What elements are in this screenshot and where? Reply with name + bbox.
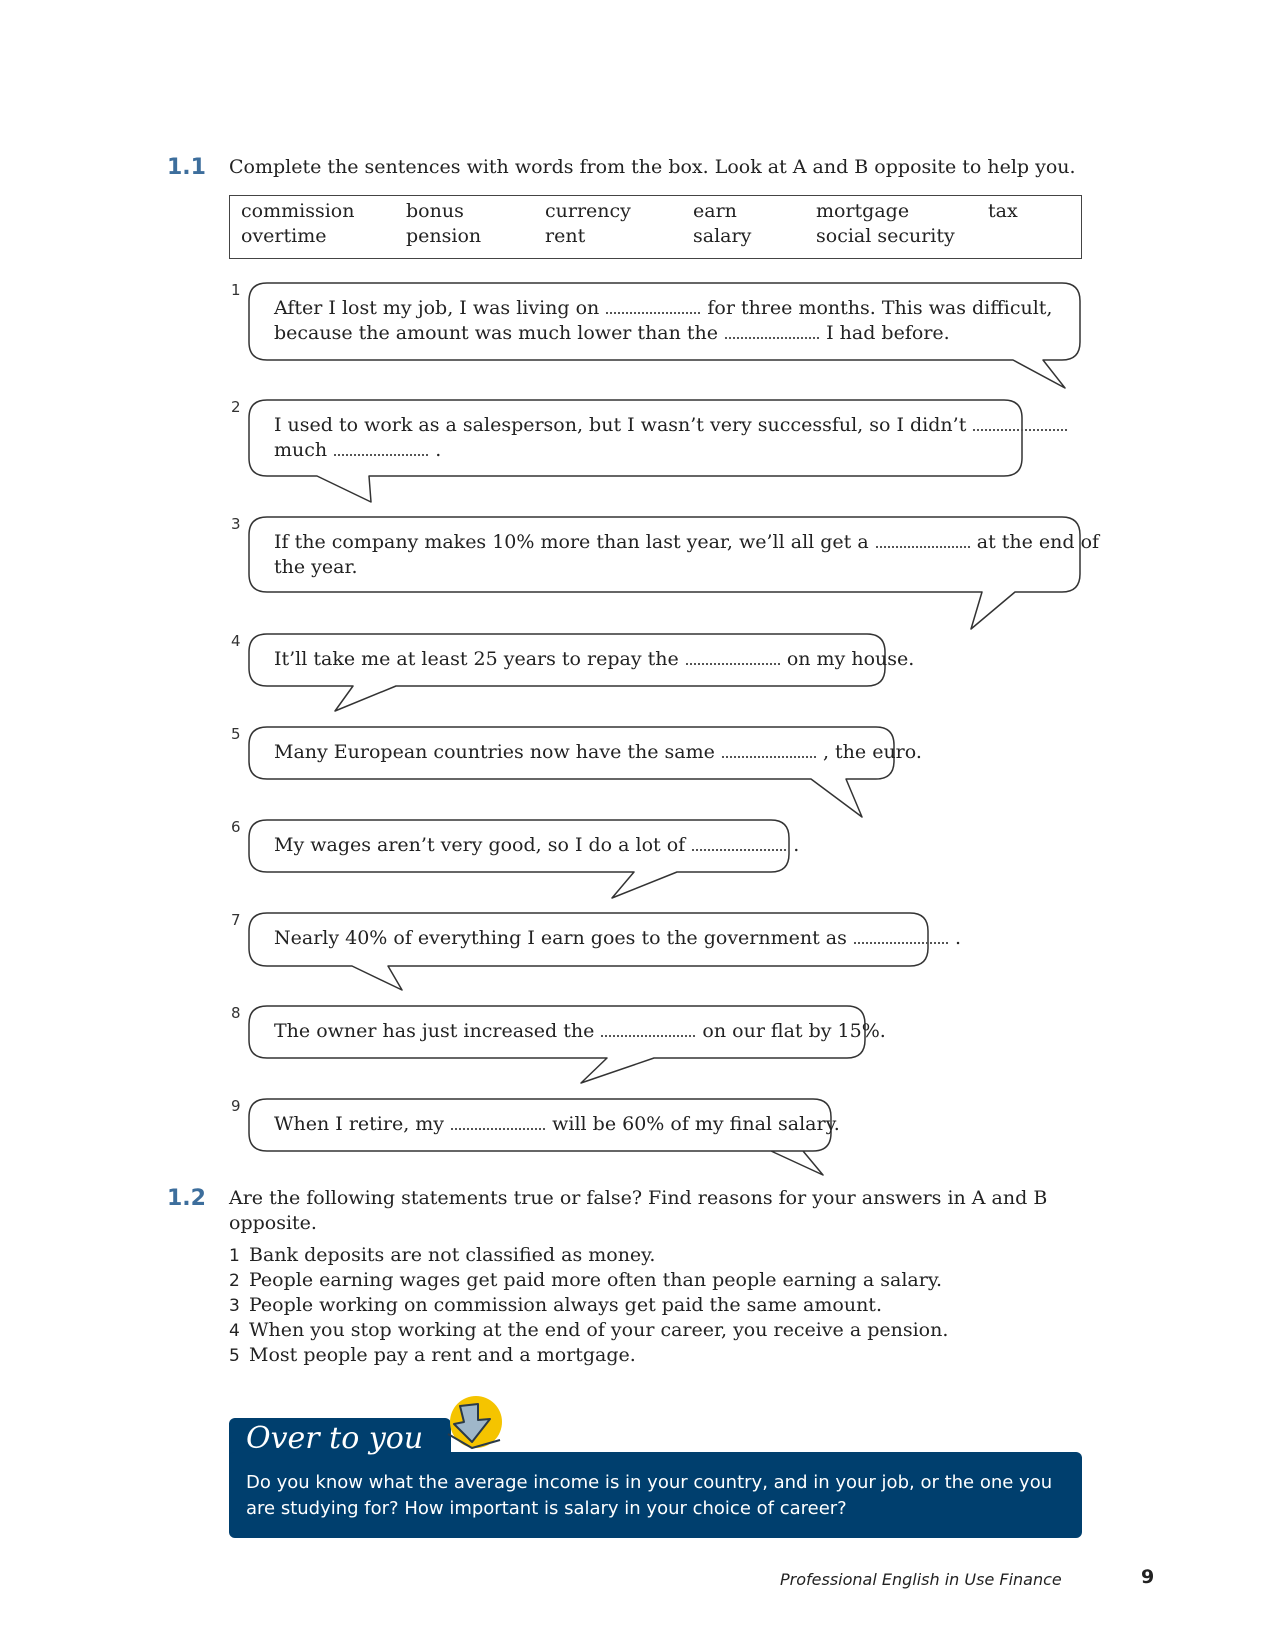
word-social-security: social security	[816, 225, 955, 247]
answer-blank[interactable]	[451, 1122, 545, 1130]
bubble-number-1: 1	[231, 281, 241, 299]
answer-blank[interactable]	[334, 448, 428, 456]
statement-number: 1	[229, 1246, 240, 1266]
word-rent: rent	[545, 225, 586, 247]
word-currency: currency	[545, 200, 631, 222]
statement-number: 2	[229, 1271, 240, 1291]
bubble-number-6: 6	[231, 818, 241, 836]
statement-number: 4	[229, 1321, 240, 1341]
bubble-3-line-2: the year.	[274, 556, 358, 578]
arrow-down-icon	[438, 1392, 506, 1456]
exercise-1-1-instruction: Complete the sentences with words from the box. Look at A and B opposite to help you.	[229, 156, 1076, 178]
bubble-number-5: 5	[231, 725, 241, 743]
speech-bubble-7	[249, 913, 928, 990]
bubble-5-line-1: Many European countries now have the same , the euro.	[274, 741, 922, 763]
statement-item	[229, 1244, 655, 1266]
word-bonus: bonus	[406, 200, 464, 222]
answer-blank[interactable]	[606, 306, 700, 314]
exercise-number-1-1: 1.1	[167, 155, 206, 180]
word-tax: tax	[988, 200, 1018, 222]
answer-blank[interactable]	[854, 936, 948, 944]
speech-bubble-8	[249, 1006, 865, 1083]
answer-blank[interactable]	[692, 843, 786, 851]
answer-blank[interactable]	[722, 750, 816, 758]
bubble-number-3: 3	[231, 515, 241, 533]
word-salary: salary	[693, 225, 752, 247]
speech-bubble-4	[249, 634, 885, 711]
statement-number: 5	[229, 1346, 240, 1366]
bubble-number-2: 2	[231, 398, 241, 416]
statement-text: People working on commission always get paid the same amount.	[249, 1294, 882, 1316]
book-title-footer: Professional English in Use Finance	[780, 1570, 1062, 1589]
bubble-number-7: 7	[231, 911, 241, 929]
exercise-1-2-instruction-line-2: opposite.	[229, 1212, 317, 1234]
over-to-you-text	[246, 1470, 1066, 1522]
bubble-4-line-1: It’ll take me at least 25 years to repay the on my house.	[274, 648, 915, 670]
statement-item	[229, 1269, 942, 1291]
over-to-you-text-line-1: Do you know what the average income is in your country, and in your job, or the one you	[246, 1472, 1053, 1493]
bubble-number-4: 4	[231, 632, 241, 650]
bubble-8-line-1: The owner has just increased the on our flat by 15%.	[274, 1020, 886, 1042]
word-pension: pension	[406, 225, 482, 247]
word-overtime: overtime	[241, 225, 327, 247]
bubble-6-line-1: My wages aren’t very good, so I do a lot of .	[274, 834, 800, 856]
bubble-2-line-1: I used to work as a salesperson, but I wasn’t very successful, so I didn’t	[274, 413, 1068, 438]
over-to-you-title: Over to you	[246, 1421, 424, 1456]
word-commission: commission	[241, 200, 355, 222]
exercise-1-2-instruction-line-1: Are the following statements true or false? Find reasons for your answers in A and B	[229, 1187, 1048, 1209]
statement-text: Most people pay a rent and a mortgage.	[249, 1344, 636, 1366]
exercise-number-1-2: 1.2	[167, 1186, 206, 1211]
answer-blank[interactable]	[686, 657, 780, 665]
statement-item	[229, 1294, 882, 1316]
bubble-1-line-1: After I lost my job, I was living on for three months. This was difficult,	[274, 297, 1053, 319]
statement-number: 3	[229, 1296, 240, 1316]
statement-item	[229, 1319, 948, 1341]
answer-blank[interactable]	[601, 1029, 695, 1037]
statement-text: When you stop working at the end of your career, you receive a pension.	[249, 1319, 949, 1341]
word-mortgage: mortgage	[816, 200, 910, 222]
bubble-7-line-1: Nearly 40% of everything I earn goes to the government as .	[274, 927, 962, 949]
statement-item	[229, 1344, 636, 1366]
answer-blank[interactable]	[973, 423, 1067, 431]
speech-bubble-9	[249, 1099, 831, 1175]
bubble-1-line-2: because the amount was much lower than the I had before.	[274, 322, 950, 344]
statement-text: Bank deposits are not classified as money.	[249, 1244, 656, 1266]
page-number: 9	[1141, 1566, 1155, 1588]
word-earn: earn	[693, 200, 737, 222]
over-to-you-text-line-2: are studying for? How important is salary in your choice of career?	[246, 1498, 847, 1519]
bubble-3-line-1: If the company makes 10% more than last year, we’ll all get a at the end of	[274, 531, 1100, 553]
answer-blank[interactable]	[725, 331, 819, 339]
statement-text: People earning wages get paid more often than people earning a salary.	[249, 1269, 943, 1291]
answer-blank[interactable]	[876, 540, 970, 548]
bubble-2-line-2: much .	[274, 439, 442, 461]
bubble-9-line-1: When I retire, my will be 60% of my final salary.	[274, 1113, 840, 1135]
speech-bubble-6	[249, 820, 789, 898]
bubble-number-8: 8	[231, 1004, 241, 1022]
bubble-number-9: 9	[231, 1097, 241, 1115]
